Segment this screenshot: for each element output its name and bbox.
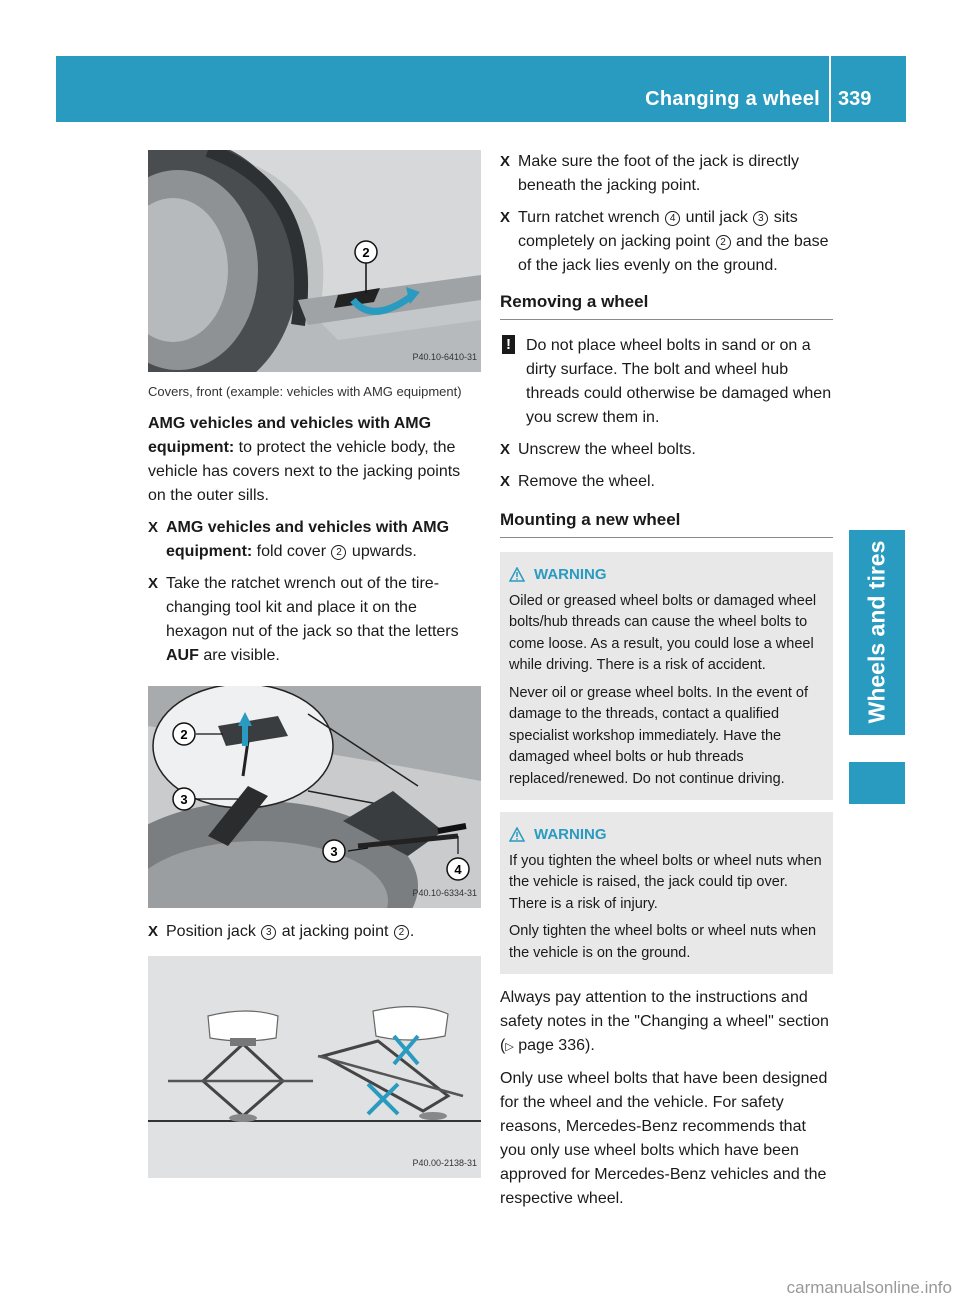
callout-number: 3 — [753, 211, 768, 226]
callout-number: 2 — [394, 925, 409, 940]
fig2-callout-a: 2 — [180, 727, 188, 742]
amg-paragraph: AMG vehicles and vehicles with AMG equipment: to protect the vehicle body, the vehicle has covers next to the jacking points on the outer sills. — [148, 415, 461, 504]
fig2-callout-c: 3 — [330, 844, 338, 859]
jack-position-illustration — [148, 686, 481, 908]
page-reference-link[interactable]: page 336 — [518, 1037, 585, 1054]
page-number: 339 — [838, 88, 872, 110]
step-turn-ratchet: X Turn ratchet wrench 4 until jack 3 sits completely on jacking point 2 and the base of the jack lies evenly on the ground. — [500, 206, 833, 278]
step-marker-icon: X — [500, 209, 511, 226]
figure-jack-correct-incorrect — [148, 956, 481, 1178]
wheel-bolts-paragraph: Only use wheel bolts that have been designed for the wheel and the vehicle. For safety reasons, Mercedes-Benz recommends that you only use wheel bolts which have been approved for Mercedes-Benz vehicles and the respective wheel. — [500, 1070, 828, 1207]
step-marker-icon: X — [500, 441, 511, 458]
warning-text: Only tighten the wheel bolts or wheel nuts when the vehicle is on the ground. — [509, 923, 817, 961]
warning-text: Oiled or greased wheel bolts or damaged wheel bolts/hub threads can cause the wheel bolts to come loose. As a result, you could lose a wheel while driving. There is a risk of accident. — [509, 592, 817, 673]
warning-box-bolts — [500, 552, 833, 800]
warning-text: Never oil or grease wheel bolts. In the event of damage to the threads, contact a qualified specialist workshop immediately. Have the damaged wheel bolts or hub threads replaced/renewed. Do not continue driving. — [509, 684, 809, 787]
step-marker-icon: X — [500, 473, 511, 490]
fig1-callout: 2 — [362, 245, 370, 260]
left-column — [148, 150, 481, 1178]
callout-number: 4 — [665, 211, 680, 226]
figure-caption: Covers, front (example: vehicles with AMG equipment) — [148, 384, 462, 399]
step-fold-cover: X AMG vehicles and vehicles with AMG equipment: fold cover 2 upwards. — [148, 516, 481, 564]
damage-note: ! Do not place wheel bolts in sand or on a dirty surface. The bolt and wheel hub threads could otherwise be damaged when you screw them in. — [500, 334, 833, 430]
step-unscrew-bolts: X Unscrew the wheel bolts. — [500, 438, 833, 462]
right-column — [500, 150, 833, 1219]
figure-code: P40.10-6334-31 — [412, 888, 477, 898]
warning-heading: WARNING — [509, 824, 825, 846]
heading-removing-wheel: Removing a wheel — [500, 290, 833, 320]
step-marker-icon: X — [148, 519, 159, 536]
warning-heading: WARNING — [509, 564, 825, 586]
jack-correct-incorrect-illustration — [148, 956, 481, 1178]
page-title: Changing a wheel — [645, 88, 820, 110]
chapter-tab-marker — [849, 762, 905, 804]
covers-front-illustration — [148, 150, 481, 372]
step-ratchet-wrench: X Take the ratchet wrench out of the tire-changing tool kit and place it on the hexagon nut of the jack so that the letters AUF are visible. — [148, 572, 481, 668]
watermark: carmanualsonline.info — [786, 1278, 952, 1297]
figure-code: P40.00-2138-31 — [412, 1158, 477, 1168]
warning-triangle-icon — [509, 567, 525, 582]
chapter-tab-label: Wheels and tires — [863, 540, 890, 724]
fig2-callout-b: 3 — [180, 792, 188, 807]
step-marker-icon: X — [148, 575, 159, 592]
warning-text: If you tighten the wheel bolts or wheel nuts when the vehicle is raised, the jack could tip over. There is a risk of injury. — [509, 852, 822, 912]
warning-box-tighten — [500, 812, 833, 974]
warning-triangle-icon — [509, 827, 525, 842]
heading-mounting-wheel: Mounting a new wheel — [500, 508, 833, 538]
page-link-arrow-icon: ▷ — [505, 1041, 514, 1053]
header-divider — [829, 56, 831, 122]
step-marker-icon: X — [148, 923, 159, 940]
step-remove-wheel: X Remove the wheel. — [500, 470, 833, 494]
safety-reference-paragraph: Always pay attention to the instructions and safety notes in the "Changing a wheel" section (▷ page 336). — [500, 989, 829, 1054]
figure-code: P40.10-6410-31 — [412, 352, 477, 362]
step-position-jack: X Position jack 3 at jacking point 2 . — [148, 920, 481, 944]
figure-covers-front — [148, 150, 481, 372]
exclamation-icon: ! — [502, 335, 515, 354]
step-jack-foot: X Make sure the foot of the jack is directly beneath the jacking point. — [500, 150, 833, 198]
callout-number: 3 — [261, 925, 276, 940]
step-marker-icon: X — [500, 153, 511, 170]
callout-number: 2 — [716, 235, 731, 250]
figure-jack-position — [148, 686, 481, 908]
callout-number: 2 — [331, 545, 346, 560]
fig2-callout-d: 4 — [454, 862, 462, 877]
